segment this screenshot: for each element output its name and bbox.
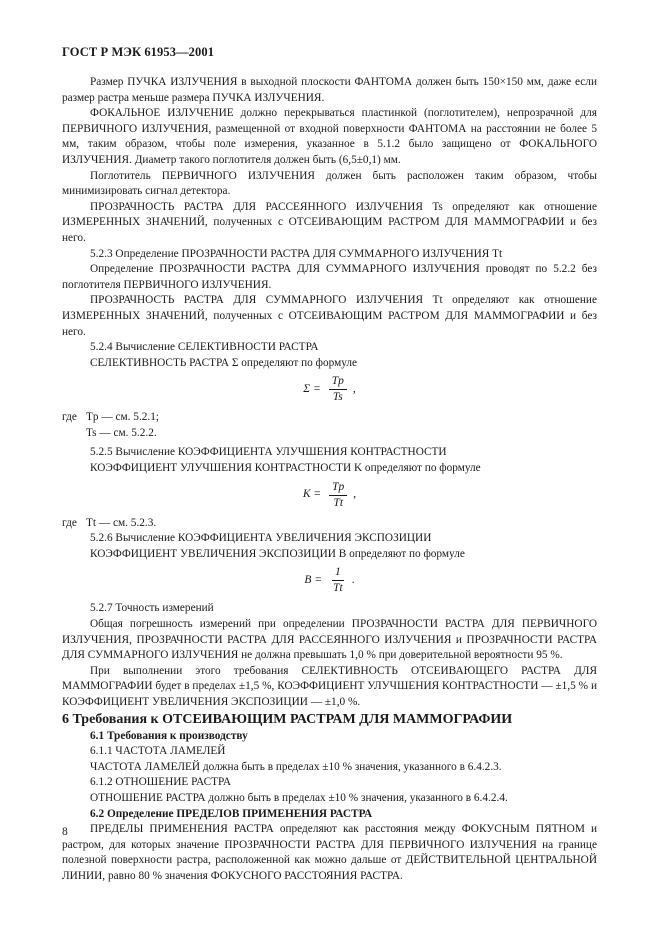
- subsection-heading: 5.2.3 Определение ПРОЗРАЧНОСТИ РАСТРА ДЛЯ СУММАРНОГО ИЗЛУЧЕНИЯ Tt: [90, 247, 503, 260]
- subsection-heading: 6.1 Требования к производству: [90, 729, 248, 742]
- fraction: [330, 566, 346, 595]
- formula-exposure: [62, 566, 597, 595]
- where-line: [62, 516, 597, 532]
- where-line: [62, 426, 597, 442]
- where-line: [62, 410, 597, 426]
- paragraph: Размер ПУЧКА ИЗЛУЧЕНИЯ в выходной плоскости ФАНТОМА должен быть 150×150 мм, даже если размер растра меньше размера ПУЧКА ИЗЛУЧЕНИЯ.: [62, 76, 597, 104]
- fraction-denominator: Ts: [332, 391, 343, 404]
- formula-punctuation: .: [351, 574, 355, 587]
- fraction-numerator: 1: [332, 566, 344, 581]
- formula-contrast: [62, 481, 597, 510]
- where-text: Tt — см. 5.2.3.: [86, 516, 157, 529]
- fraction-numerator: Tp: [329, 375, 347, 390]
- subsection-heading: 5.2.6 Вычисление КОЭФФИЦИЕНТА УВЕЛИЧЕНИЯ ЭКСПОЗИЦИИ: [90, 532, 432, 545]
- subsection-heading: 6.1.2 ОТНОШЕНИЕ РАСТРА: [90, 776, 231, 789]
- paragraph: ПРЕДЕЛЫ ПРИМЕНЕНИЯ РАСТРА определяют как расстояния между ФОКУСНЫМ ПЯТНОМ и растром, для которых значение ПРОЗРАЧНОСТИ РАСТРА ДЛЯ ПЕРВИЧНОГО ИЗЛУЧЕНИЯ на границе полезной поверхности растра, расположенной как можно дальше от ДЕЙСТВИТЕЛЬНОЙ ЦЕНТРАЛЬНОЙ ЛИНИИ, равно 80 % значения ФОКУСНОГО РАССТОЯНИЯ РАСТРА.: [62, 823, 597, 882]
- subsection-heading: 5.2.4 Вычисление СЕЛЕКТИВНОСТИ РАСТРА: [90, 341, 319, 354]
- where-text: Tp — см. 5.2.1;: [86, 411, 160, 424]
- formula-lhs: K =: [302, 488, 322, 501]
- paragraph: Поглотитель ПЕРВИЧНОГО ИЗЛУЧЕНИЯ должен быть расположен таким образом, чтобы минимизировать сигнал детектора.: [62, 169, 597, 198]
- fraction-denominator: Tt: [333, 496, 344, 509]
- paragraph: Определение ПРОЗРАЧНОСТИ РАСТРА ДЛЯ СУММАРНОГО ИЗЛУЧЕНИЯ проводят по 5.2.2 без поглотителя ПЕРВИЧНОГО ИЗЛУЧЕНИЯ.: [62, 263, 597, 291]
- paragraph: КОЭФФИЦИЕНТ УЛУЧШЕНИЯ КОНТРАСТНОСТИ K определяют по формуле: [90, 462, 481, 475]
- subsection-heading: [62, 807, 597, 823]
- where-text: Ts — см. 5.2.2.: [86, 426, 157, 439]
- paragraph: ОТНОШЕНИЕ РАСТРА должно быть в пределах ±10 % значения, указанного в 6.4.2.4.: [90, 791, 508, 804]
- section-heading: 6 Требования к ОТСЕИВАЮЩИМ РАСТРАМ ДЛЯ МАММОГРАФИИ: [62, 711, 513, 727]
- fraction-numerator: Tp: [329, 481, 347, 496]
- page-number: 8: [62, 826, 68, 838]
- formula-lhs: B =: [304, 574, 323, 587]
- formula-punctuation: ,: [352, 382, 356, 395]
- paragraph: Общая погрешность измерений при определении ПРОЗРАЧНОСТИ РАСТРА ДЛЯ ПЕРВИЧНОГО ИЗЛУЧЕНИЯ, ПРОЗРАЧНОСТИ РАСТРА ДЛЯ РАССЕЯННОГО ИЗЛУЧЕНИЯ и ПРОЗРАЧНОСТИ РАСТРА ДЛЯ СУММАРНОГО ИЗЛУЧЕНИЯ не должна превышать 1,0 % при доверительной вероятности 95 %.: [62, 618, 597, 662]
- paragraph: При выполнении этого требования СЕЛЕКТИВНОСТЬ ОТСЕИВАЮЩЕГО РАСТРА ДЛЯ МАММОГРАФИИ будет в пределах ±1,5 %, КОЭФФИЦИЕНТ УЛУЧШЕНИЯ КОНТРАСТНОСТИ — ±1,5 % и КОЭФФИЦИЕНТ УВЕЛИЧЕНИЯ ЭКСПОЗИЦИИ — ±1,0 %.: [62, 664, 597, 708]
- document-body: [62, 75, 597, 885]
- subsection-heading: 5.2.5 Вычисление КОЭФФИЦИЕНТА УЛУЧШЕНИЯ КОНТРАСТНОСТИ: [90, 446, 447, 459]
- paragraph: КОЭФФИЦИЕНТ УВЕЛИЧЕНИЯ ЭКСПОЗИЦИИ B определяют по формуле: [90, 547, 465, 560]
- paragraph: СЕЛЕКТИВНОСТЬ РАСТРА Σ определяют по формуле: [90, 356, 358, 369]
- paragraph: ПРОЗРАЧНОСТЬ РАСТРА ДЛЯ РАССЕЯННОГО ИЗЛУЧЕНИЯ Ts определяют как отношение ИЗМЕРЕННЫХ ЗНАЧЕНИЙ, полученных с ОТСЕИВАЮЩИМ РАСТРОМ ДЛЯ МАММОГРАФИИ и без него.: [62, 200, 597, 244]
- paragraph: ПРОЗРАЧНОСТЬ РАСТРА ДЛЯ СУММАРНОГО ИЗЛУЧЕНИЯ Tt определяют как отношение ИЗМЕРЕННЫХ ЗНАЧЕНИЙ, полученных с ОТСЕИВАЮЩИМ РАСТРОМ ДЛЯ МАММОГРАФИИ и без него.: [62, 294, 597, 338]
- fraction: [329, 375, 347, 404]
- fraction-denominator: Tt: [333, 582, 343, 595]
- formula-selectivity: [62, 375, 597, 404]
- paragraph: ФОКАЛЬНОЕ ИЗЛУЧЕНИЕ должно перекрываться пластинкой (поглотителем), непрозрачной для ПЕРВИЧНОГО ИЗЛУЧЕНИЯ, размещенной от входной поверхности ФАНТОМА на расстоянии не более 5 мм, таким образом, чтобы поле измерения, указанное в 5.1.2 было защищено от ФОКАЛЬНОГО ИЗЛУЧЕНИЯ. Диаметр такого поглотителя должен быть (6,5±0,1) мм.: [62, 107, 597, 166]
- document-header: ГОСТ Р МЭК 61953—2001: [62, 45, 215, 59]
- paragraph: ЧАСТОТА ЛАМЕЛЕЙ должна быть в пределах ±10 % значения, указанного в 6.4.2.3.: [90, 760, 502, 773]
- where-label: где: [62, 411, 77, 424]
- formula-lhs: Σ =: [303, 382, 321, 395]
- subsection-heading: 6.1.1 ЧАСТОТА ЛАМЕЛЕЙ: [90, 745, 226, 758]
- subsection-number: 6.2 Определение: [90, 807, 174, 820]
- fraction: [329, 481, 347, 510]
- where-label: где: [62, 516, 77, 529]
- subsection-title: ПРЕДЕЛОВ ПРИМЕНЕНИЯ РАСТРА: [176, 807, 373, 820]
- formula-punctuation: ,: [353, 488, 357, 501]
- subsection-heading: 5.2.7 Точность измерений: [90, 602, 214, 615]
